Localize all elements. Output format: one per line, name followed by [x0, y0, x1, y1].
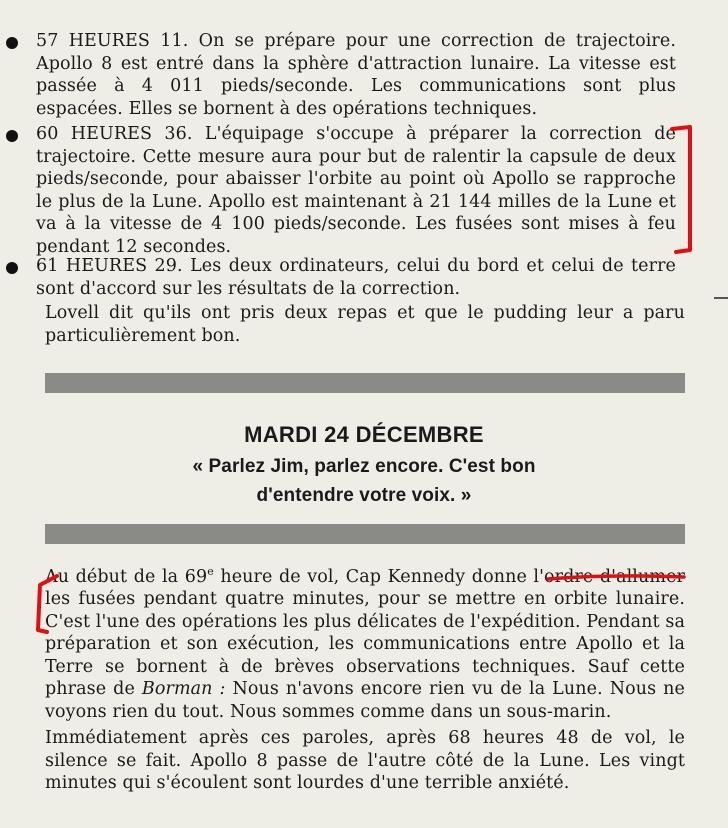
margin-dash: [714, 297, 728, 299]
section-quote-line-1: « Parlez Jim, parlez encore. C'est bon: [192, 456, 536, 477]
bullet-icon: [6, 262, 18, 274]
entry-text: Les deux ordinateurs, celui du bord et celui de terre sont d'accord sur les résultats de la correction.: [36, 256, 677, 299]
entry-time: 60 HEURES 36.: [36, 124, 193, 144]
body-text: Nous n'avons encore rien vu de la Lune. Nous ne voyons rien du tout. Nous sommes comme dans un sous-marin.: [45, 679, 686, 722]
section-date-heading: MARDI 24 DÉCEMBRE: [244, 422, 484, 447]
log-entry-61h29: [36, 255, 676, 300]
entry-text: On se prépare pour une correction de trajectoire. Apollo 8 est entré dans la sphère d'attraction lunaire. La vitesse est passée à 4 011 pieds/seconde. Les communications sont plus espacées. Elles se bornent à des opérations techniques.: [36, 31, 676, 119]
entry-time: 61 HEURES 29.: [36, 256, 183, 276]
lovell-note: Lovell dit qu'ils ont pris deux repas et que le pudding leur a paru particulièrement bon.: [45, 303, 685, 346]
body-text: Au début de la 69: [45, 566, 208, 587]
body-text: Immédiatement après ces paroles, après 68 heures 48 de vol, le silence se fait. Apollo 8 passe de l'autre côté de la Lune. Les vingt minutes qui s'écoulent sont lourdes d'une terrible anxiété.: [45, 728, 685, 793]
log-entry-57h11: [36, 30, 676, 120]
log-entry-60h36: [36, 123, 676, 258]
bullet-icon: [6, 130, 18, 142]
section-quote-line-2: d'entendre votre voix. »: [256, 485, 472, 506]
body-paragraph-2: [45, 727, 685, 795]
body-text: heure de vol, Cap Kennedy donne l'ordre d'allumer les fusées pendant quatre minutes, pour se mettre en orbite lunaire. C'est l'une des opérations les plus délicates de l'expédition. Pendant sa préparation et son exécution, les communications entre Apollo et la Terre se bornent à de brèves observations techniques. Sauf cette phrase de: [45, 566, 685, 700]
entry-text: L'équipage s'occupe à préparer la correction de trajectoire. Cette mesure aura pour but de ralentir la capsule de deux pieds/seconde, pour abaisser l'orbite au point où Apollo se rapproche le plus de la Lune. Apollo est maintenant à 21 144 milles de la Lune et va à la vitesse de 4 100 pieds/seconde. Les fusées sont mises à feu pendant 12 secondes.: [36, 124, 677, 257]
body-paragraph-1: [45, 561, 685, 723]
ordinal-suffix: e: [207, 565, 214, 578]
section-divider-top: [45, 373, 685, 393]
bullet-icon: [6, 37, 18, 49]
borman-name: Borman :: [141, 679, 226, 700]
section-divider-bottom: [45, 524, 685, 544]
entry-time: 57 HEURES 11.: [36, 31, 189, 51]
